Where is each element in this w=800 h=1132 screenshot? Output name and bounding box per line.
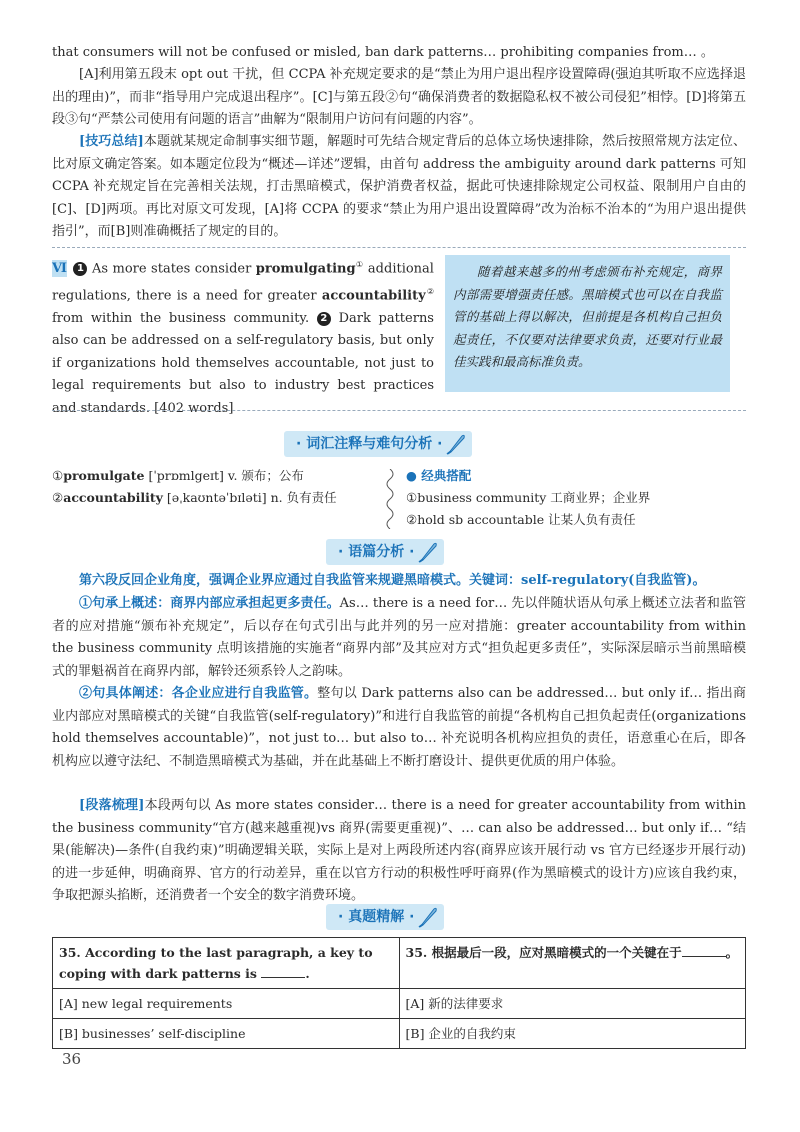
quill-icon bbox=[446, 433, 466, 455]
sentence-2-marker: 2 bbox=[317, 312, 331, 326]
tip-summary: [技巧总结]本题就某规定命制事实细节题，解题时可先结合规定背后的总体立场快速排除，然后按照常规方法定位、比对原文确定答案。如本题定位段为“概述—详述”逻辑，由首句 address the ambiguity around dark patterns 可知 CCPA 补充规定旨在完善相关法规，打击黑暗模式，保护消费者权益，据此可快速排除规定公司权益、限制用户自由的[C]、[D]两项。再比对原文可发现，[A]将 CCPA 的要求“禁止为用户退出设置障碍”改为治标不治本的“为用户退出提供指引”，而[B]则准确概括了规定的目的。 bbox=[52, 134, 746, 239]
analysis-summary: 第六段反回企业角度，强调企业界应通过自我监管来规避黑暗模式。关键词：self-regulatory(自我监管)。 bbox=[79, 573, 706, 588]
option-a-cn: [A] 新的法律要求 bbox=[399, 989, 746, 1019]
sentence-1-marker: 1 bbox=[73, 262, 87, 276]
wave-divider bbox=[384, 469, 396, 529]
question-en: 35. According to the last paragraph, a key to coping with dark patterns is . bbox=[53, 938, 400, 989]
analysis-sentence-1: ①句承上概述：商界内部应承担起更多责任。As… there is a need for… 先以伴随状语从句承上概述立法者和监管者的应对措施“颁布补充规定”，后以存在句式引出与此并列的另一应对措施：greater accountability from within the business community 点明该措施的实施者“商界内部”及其应对方式“担负起更多责任”，实际深层暗示当前黑暗模式的罪魁祸首在商界内部，解铃还须系铃人之韵味。 bbox=[52, 596, 746, 679]
continued-line: that consumers will not be confused or misled, ban dark patterns… prohibiting companies from… 。 bbox=[52, 45, 714, 60]
collocation-heading: ● 经典搭配 bbox=[406, 468, 472, 483]
option-b-en: [B] businesses’ self-discipline bbox=[53, 1019, 400, 1049]
option-explanation: [A]利用第五段末 opt out 干扰，但 CCPA 补充规定要求的是“禁止为用户退出程序设置障碍(强迫其听取不应选择退出的理由)”，而非“指导用户完成退出程序”。[C]与第五段②句“确保消费者的数据隐私权不被公司侵犯”相悖。[D]将第五段③句“严禁公司使用有问题的语言”曲解为“限制用户访问有问题的内容”。 bbox=[52, 67, 746, 127]
quill-icon bbox=[418, 541, 438, 563]
vocab-item: ②accountability [əˌkaʊntəˈbɪləti] n. 负有责任 bbox=[52, 490, 337, 505]
collocation-item: ①business community 工商业界；企业界 bbox=[406, 490, 651, 505]
vocab-item: ①promulgate [ˈprɒmlgeɪt] v. 颁布；公布 bbox=[52, 468, 304, 483]
collocation-item: ②hold sb accountable 让某人负有责任 bbox=[406, 512, 636, 527]
paragraph-number-badge: Ⅵ bbox=[52, 261, 67, 277]
question-cn: 35. 根据最后一段，应对黑暗模式的一个关键在于 。 bbox=[399, 938, 746, 989]
passage-paragraph: Ⅵ 1 As more states consider promulgating① additional regulations, there is a need for greater accountability② from within the business community. 2 Dark patterns also can be addressed on a self-regulatory basis, but only if organizations hold themselves accountable, not just to legal requirements but also to industry best practices and standards. [402 words] bbox=[52, 260, 434, 416]
word-count: [402 words] bbox=[154, 400, 234, 416]
tip-label: [技巧总结] bbox=[79, 134, 144, 149]
analysis-section-title: · 语篇分析 · bbox=[326, 539, 444, 565]
paragraph-summary: [段落梳理]本段两句以 As more states consider… there is a need for greater accountability from within the business community“官方(越来越重视)vs 商界(需要更重视)”、… can also be addressed… but only if… “结果(能解决)—条件(自我约束)”明确逻辑关联，实际上是对上两段所述内容(商界应该开展行动 vs 官方已经逐步开展行动)的进一步延伸，明确商界、官方的行动差异，重在以官方行动的积极性呼吁商界(作为黑暗模式的设计方)应该自我约束，争取把源头掐断，还消费者一个安全的数字消费环境。 bbox=[52, 798, 746, 903]
quill-icon bbox=[418, 906, 438, 928]
divider bbox=[52, 410, 746, 411]
translation-box: 随着越来越多的州考虑颁布补充规定，商界内部需要增强责任感。黑暗模式也可以在自我监管的基础上得以解决，但前提是各机构自己担负起责任，不仅要对法律要求负责，还要对行业最佳实践和最高标准负责。 bbox=[445, 255, 730, 392]
question-section-title: · 真题精解 · bbox=[326, 904, 444, 930]
vocab-section-title: · 词汇注释与难句分析 · bbox=[284, 431, 472, 457]
option-b-cn: [B] 企业的自我约束 bbox=[399, 1019, 746, 1049]
question-table bbox=[52, 937, 746, 1049]
analysis-sentence-2: ②句具体阐述：各企业应进行自我监管。整句以 Dark patterns also can be addressed… but only if… 指出商业内部应对黑暗模式的关键“自我监管(self-regulatory)”和进行自我监管的前提“各机构自己担负起责任(organizations hold themselves accountable)”，not just to… but also to… 补充说明各机构应担负的责任，语意重心在后，即各机构应以遵守法纪、不制造黑暗模式为基础，并在此基础上不断打磨设计、提供更优质的用户体验。 bbox=[52, 686, 746, 769]
option-a-en: [A] new legal requirements bbox=[53, 989, 400, 1019]
page-number: 36 bbox=[62, 1050, 82, 1068]
divider bbox=[52, 247, 746, 248]
